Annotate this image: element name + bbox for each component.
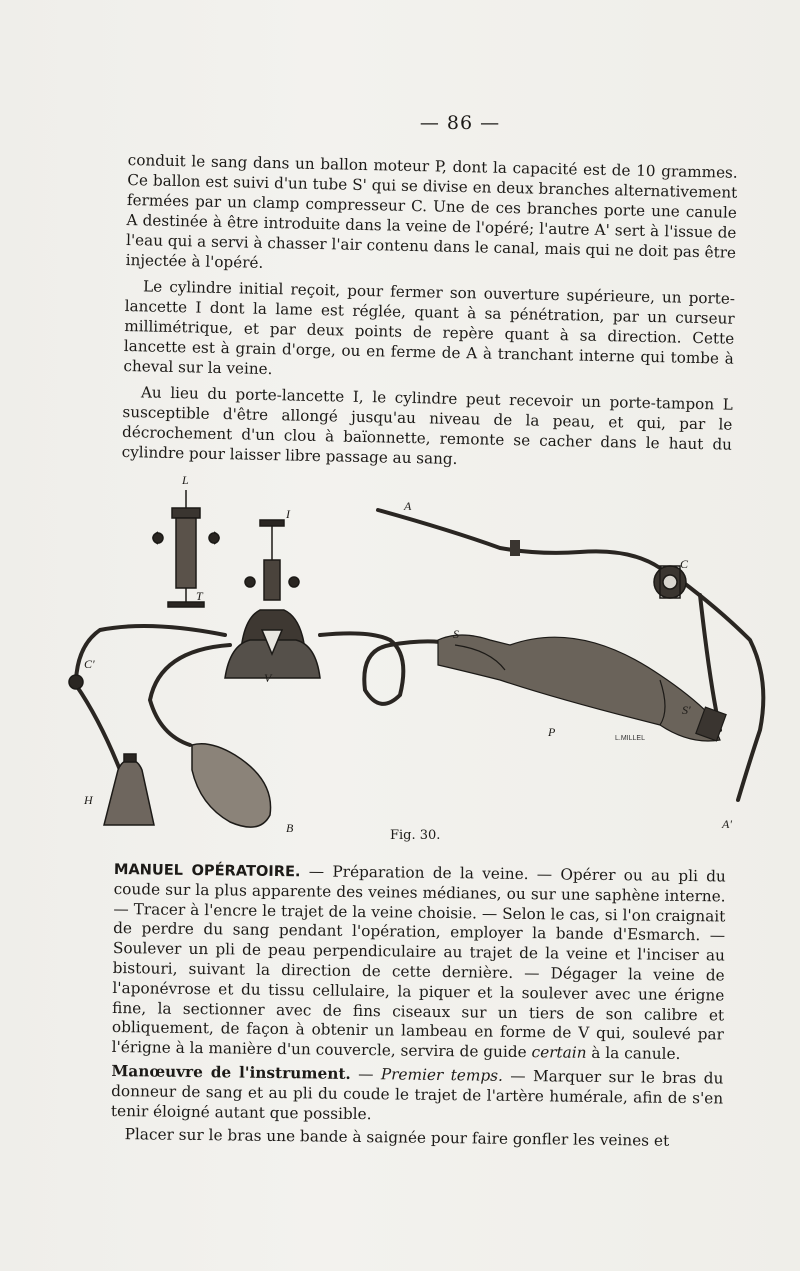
operative-italic: certain xyxy=(531,1043,587,1062)
operative-tail: à la canule. xyxy=(586,1043,681,1064)
label-i: I xyxy=(286,507,290,521)
tube-joint-drawing xyxy=(510,540,520,556)
paragraph-1: conduit le sang dans un ballon moteur P, dont la capacité est de 10 grammes. Ce ballon est suivi d'un tube S' qui se divise en deux branches alternativement fermées par un clamp compresseur C. Une de ces branches porte une canule A destinée à être introduite dans la veine de l'opéré; l'autre A' sert à l'issue de l'eau qui a servi à chasser l'air contenu dans le canal, mais qui ne doit pas être injectée à l'opéré. xyxy=(125,150,738,272)
bottom-text-block xyxy=(111,860,726,1153)
section-heading: MANUEL OPÉRATOIRE. xyxy=(113,860,301,881)
operative-paragraph xyxy=(112,860,726,1065)
label-a: A xyxy=(404,499,412,513)
label-c: C xyxy=(680,557,689,571)
label-v: V xyxy=(264,671,272,685)
page-number: — 86 — xyxy=(419,112,501,134)
figure-caption: Fig. 30. xyxy=(390,828,441,843)
top-text-block xyxy=(121,150,737,475)
label-l: L xyxy=(182,473,189,487)
porte-tampon-drawing xyxy=(153,490,219,607)
clamp-c-prime-drawing xyxy=(69,675,83,689)
operative-text: — Préparation de la veine. — Opérer ou au pli du coude sur la plus apparente des veines médianes, ou sur une saphène interne. — Tracer à l'encre le trajet de la veine choisie. — Selon le cas, si l'on craignait de perdre du sang pendant l'opération, employer la bande d'Esmarch. — Soulever un pli de peau perpendiculaire au trajet de la veine et l'inciser au bistouri, suivant la direction de cette dernière. — Dégager la veine de l'aponévrose et du tissu cellulaire, la piquer et la soulever avec une érigne fine, la sectionner avec de fins ciseaux sur un tiers de son calibre et obliquement, de façon à obtenir un lambeau en forme de V qui, soulevé par l'érigne à la manière d'un couvercle, servira de guide xyxy=(111,862,726,1062)
label-a-prime: A' xyxy=(722,817,732,831)
bell-h-drawing xyxy=(104,754,154,825)
label-s: S xyxy=(453,627,459,641)
paragraph-2: Le cylindre initial reçoit, pour fermer son ouverture supérieure, un porte-lancette I dont la lame est réglée, quant à sa pénétration, par un curseur millimétrique, et par deux points de repère quant à sa direction. Cette lancette est à grain d'orge, ou en ferme de A à tranchant interne qui tombe à cheval sur la veine. xyxy=(123,277,736,379)
label-b: B xyxy=(286,821,294,835)
maneuver-dash: — xyxy=(350,1064,381,1084)
rubber-bulb-drawing xyxy=(192,744,271,827)
paragraph-3: Au lieu du porte-lancette I, le cylindre peut recevoir un porte-tampon L susceptible d'être allongé jusqu'au niveau de la peau, et qui, par le décrochement d'un clou à baïonnette, remonte se cacher dans le haut du cylindre pour laisser libre passage au sang. xyxy=(121,383,733,468)
label-s-prime: S' xyxy=(682,703,691,717)
figure-30-illustration xyxy=(60,470,800,840)
engraver-signature: L.MILLEL xyxy=(615,735,645,742)
maneuver-paragraph xyxy=(111,1062,724,1129)
label-h: H xyxy=(84,793,93,807)
ballon-moteur-drawing xyxy=(438,635,726,741)
last-paragraph: Placer sur le bras une bande à saignée pour faire gonfler les veines et xyxy=(124,1125,670,1151)
subsection-heading: Manœuvre de l'instrument. xyxy=(111,1061,351,1083)
cylinder-lancet-drawing xyxy=(225,520,320,678)
label-c-prime: C' xyxy=(84,657,95,671)
maneuver-text: — Marquer sur le bras du donneur de sang et au pli du coude le trajet de l'artère humérale, afin de s'en tenir éloigné autant que possible. xyxy=(110,1066,724,1123)
label-p: P xyxy=(548,725,556,739)
maneuver-italic: Premier temps. xyxy=(380,1065,504,1085)
label-t: T xyxy=(196,589,203,603)
